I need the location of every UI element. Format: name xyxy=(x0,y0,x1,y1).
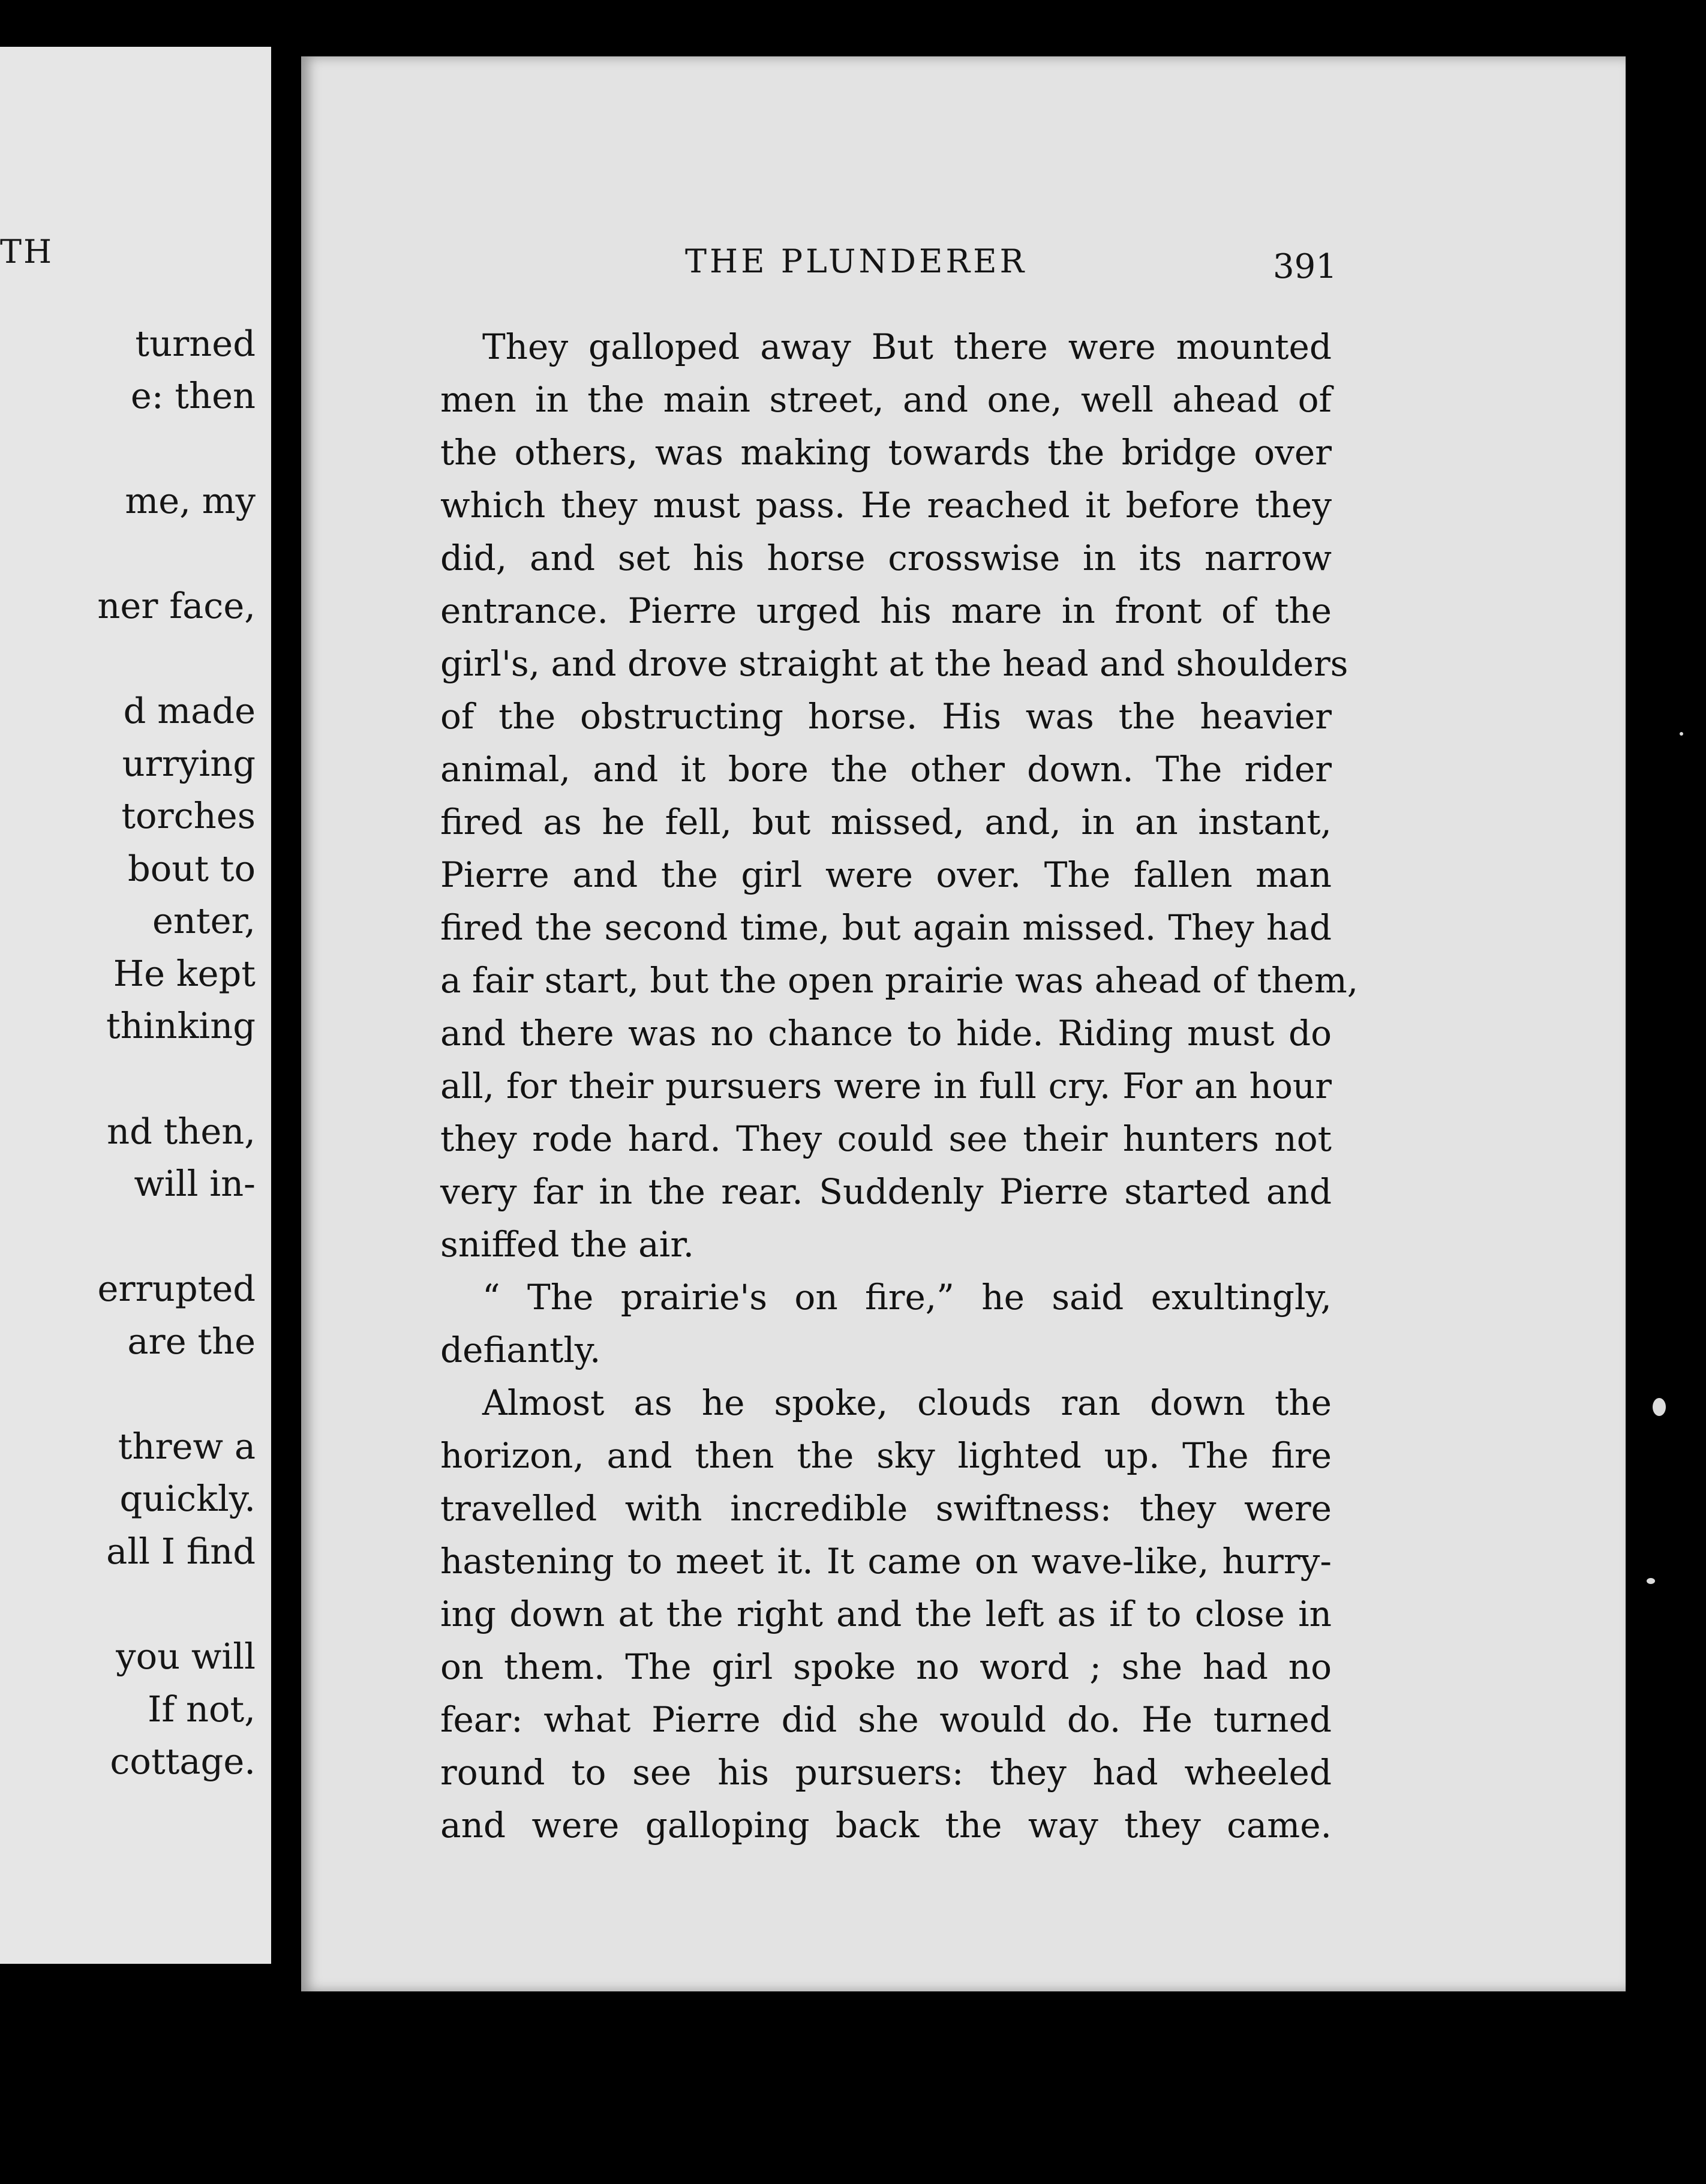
text-line: fear: what Pierre did she would do. He turned xyxy=(440,1699,1332,1740)
book-gutter xyxy=(271,0,301,2184)
text-line: horizon, and then the sky lighted up. The fire xyxy=(440,1435,1332,1476)
text-line: travelled with incredible swiftness: they were xyxy=(440,1488,1332,1529)
previous-page-line: turned xyxy=(135,323,256,364)
previous-page-line: quickly. xyxy=(119,1478,256,1519)
text-line: ing down at the right and the left as if to close in xyxy=(440,1594,1332,1634)
previous-page-line: ner face, xyxy=(97,585,256,626)
previous-page-line: threw a xyxy=(118,1426,256,1467)
previous-page-line: are the xyxy=(127,1321,256,1362)
previous-page-fragment xyxy=(0,47,271,1964)
previous-page-line: errupted xyxy=(97,1268,256,1309)
previous-page-line: d made xyxy=(123,690,256,731)
previous-page-line: you will xyxy=(116,1636,256,1677)
text-line: very far in the rear. Suddenly Pierre started and xyxy=(440,1171,1332,1212)
previous-page-line: all I find xyxy=(106,1531,256,1572)
text-line: a fair start, but the open prairie was ahead of them, xyxy=(440,960,1359,1001)
text-line: hastening to meet it. It came on wave-like, hurry- xyxy=(440,1541,1332,1582)
previous-page-line: will in- xyxy=(134,1163,256,1204)
text-line: men in the main street, and one, well ahead of xyxy=(440,379,1332,420)
text-line: all, for their pursuers were in full cry. For an hour xyxy=(440,1066,1332,1106)
running-head: THE PLUNDERER xyxy=(685,242,1028,280)
text-line: the others, was making towards the bridge over xyxy=(440,432,1332,473)
text-line: girl's, and drove straight at the head and shoulders xyxy=(440,643,1348,684)
text-line: they rode hard. They could see their hunters not xyxy=(440,1118,1332,1159)
text-line: Almost as he spoke, clouds ran down the xyxy=(482,1382,1332,1423)
previous-page-line: thinking xyxy=(106,1005,256,1046)
previous-page-line: me, my xyxy=(125,480,256,521)
text-line: sniffed the air. xyxy=(440,1224,695,1265)
text-line: They galloped away But there were mounted xyxy=(482,326,1332,367)
previous-page-line: nd then, xyxy=(107,1111,256,1152)
text-line: and there was no chance to hide. Riding must do xyxy=(440,1013,1332,1054)
text-line: fired the second time, but again missed. They had xyxy=(440,907,1332,948)
scan-speck xyxy=(1647,1578,1655,1584)
text-line: Pierre and the girl were over. The fallen man xyxy=(440,854,1332,895)
previous-page-line: He kept xyxy=(113,953,256,994)
previous-page-line: torches xyxy=(121,795,256,836)
text-line: round to see his pursuers: they had wheeled xyxy=(440,1752,1332,1793)
previous-page-line: bout to xyxy=(128,848,256,889)
scan-speck xyxy=(1653,1398,1666,1416)
text-line: entrance. Pierre urged his mare in front of the xyxy=(440,590,1332,631)
previous-page-line: cottage. xyxy=(110,1741,256,1782)
text-line: “ The prairie's on fire,” he said exultingly, xyxy=(482,1277,1332,1318)
text-line: which they must pass. He reached it before they xyxy=(440,485,1332,526)
text-line: on them. The girl spoke no word ; she had no xyxy=(440,1646,1332,1687)
page-number: 391 xyxy=(1273,247,1337,286)
previous-page-line: e: then xyxy=(130,375,256,416)
text-line: defiantly. xyxy=(440,1330,601,1370)
body-text xyxy=(440,320,1359,1852)
scan-speck xyxy=(1680,732,1683,736)
text-line: of the obstructing horse. His was the heavier xyxy=(440,696,1332,737)
text-line: did, and set his horse crosswise in its narrow xyxy=(440,538,1332,578)
previous-page-line: If not, xyxy=(148,1688,256,1730)
text-line: and were galloping back the way they came. xyxy=(440,1805,1332,1846)
previous-page-header-fragment: TH xyxy=(0,233,54,271)
text-line: fired as he fell, but missed, and, in an instant, xyxy=(440,802,1332,842)
text-line: animal, and it bore the other down. The rider xyxy=(440,749,1332,790)
book-page xyxy=(301,56,1626,1991)
previous-page-line: enter, xyxy=(152,900,256,941)
previous-page-line: urrying xyxy=(122,743,256,784)
